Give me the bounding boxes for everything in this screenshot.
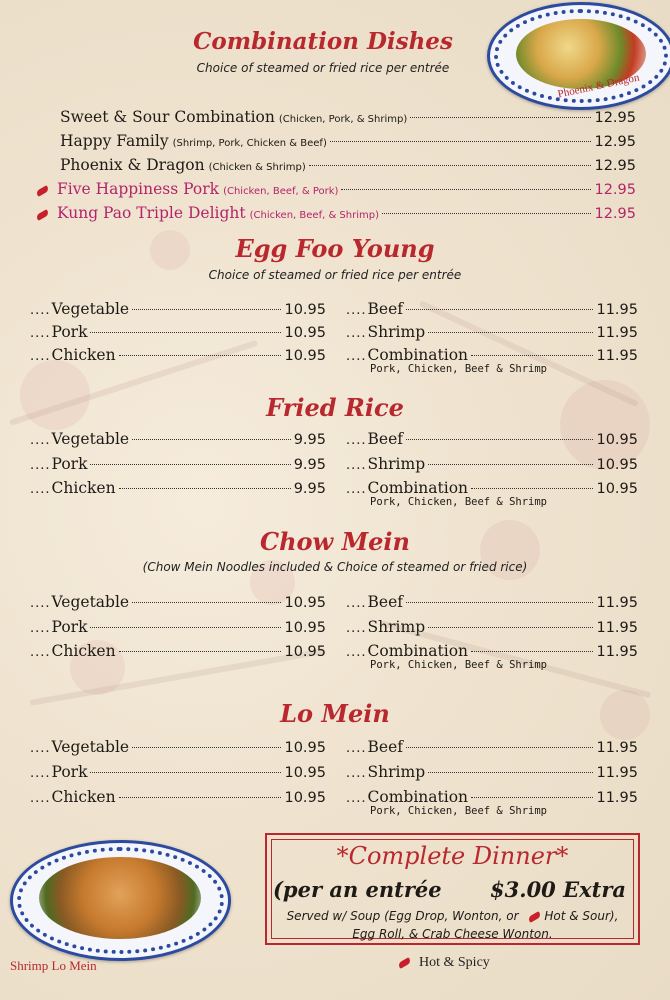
item-name: Combination [367,642,469,660]
dot-leader [90,627,281,628]
item-price: 12.95 [594,206,636,222]
dot-lead: .... [30,349,51,364]
item-price: 10.95 [284,790,326,806]
dot-leader [330,141,592,142]
dot-leader [90,332,281,333]
dot-lead: .... [346,621,367,636]
lo-mein-title: Lo Mein [280,699,390,728]
item-name: Beef [367,593,404,611]
menu-item-row [346,323,638,341]
item-name: Beef [367,300,404,318]
dot-leader [406,747,593,748]
dot-leader [132,309,281,310]
item-name: Vegetable [51,430,130,448]
dot-leader [471,488,593,489]
item-name: Combination [367,346,469,364]
menu-item-row [346,738,638,756]
photo-caption: Shrimp Lo Mein [10,958,97,973]
item-price: 11.95 [596,765,638,781]
item-price: 11.95 [596,348,638,364]
dot-leader [428,772,593,773]
dot-lead: .... [346,645,367,660]
menu-item-row [346,763,638,781]
item-name: Chicken [51,788,116,806]
item-name: Combination [367,788,469,806]
plate-caption: Phoenix & Dragon [556,71,641,101]
dot-lead: .... [30,791,51,806]
item-price: 10.95 [596,481,638,497]
item-name: Shrimp [367,763,426,781]
dot-leader [341,189,591,190]
dot-lead: .... [30,621,51,636]
item-name: Shrimp [367,455,426,473]
item-name: Chicken [51,346,116,364]
dot-leader [119,355,282,356]
menu-item-row [30,430,326,448]
menu-item-row [346,618,638,636]
menu-item-row [30,788,326,806]
item-price: 10.95 [596,457,638,473]
chili-icon [35,185,49,197]
dot-lead: .... [346,741,367,756]
complete-dinner-box [265,833,640,945]
menu-item-row [36,180,636,198]
dot-leader [119,651,282,652]
item-description: (Chicken, Pork, & Shrimp) [278,114,408,125]
combination-description: Pork, Chicken, Beef & Shrimp [370,363,548,375]
chow-mein-subtitle: (Chow Mein Noodles included & Choice of steamed or fried rice) [142,560,528,574]
menu-item-row [30,479,326,497]
served-with-line2: Egg Roll, & Crab Cheese Wonton. [352,927,553,941]
egg-foo-young-subtitle: Choice of steamed or fried rice per entrée [208,268,462,282]
item-description: (Chicken, Beef, & Shrimp) [249,210,379,221]
dot-lead: .... [346,766,367,781]
item-price: 10.95 [284,348,326,364]
dot-leader [132,439,291,440]
menu-item-row [30,323,326,341]
item-price: 11.95 [596,325,638,341]
dot-leader [428,332,593,333]
chili-icon [528,911,542,923]
item-name: Vegetable [51,738,130,756]
dot-leader [428,627,593,628]
item-name: Pork [51,323,88,341]
item-name: Combination [367,479,469,497]
item-name: Pork [51,455,88,473]
hot-spicy-legend [398,955,490,971]
item-name: Shrimp [367,618,426,636]
item-price: 10.95 [284,740,326,756]
dot-leader [406,309,593,310]
dot-leader [132,747,281,748]
served-text: Served w/ Soup (Egg Drop, Wonton, or [286,909,519,923]
chow-mein-title: Chow Mein [260,527,410,556]
dot-lead: .... [346,433,367,448]
menu-item-row [30,618,326,636]
menu-item-row [60,156,636,174]
item-name: Beef [367,430,404,448]
menu-item-row [60,132,636,150]
menu-item-row [346,346,638,364]
dot-leader [309,165,592,166]
dot-lead: .... [346,596,367,611]
dot-lead: .... [30,596,51,611]
item-price: 10.95 [284,765,326,781]
dot-lead: .... [30,326,51,341]
combination-description: Pork, Chicken, Beef & Shrimp [370,659,548,671]
item-price: 10.95 [284,302,326,318]
combination-description: Pork, Chicken, Beef & Shrimp [370,805,548,817]
egg-foo-young-title: Egg Foo Young [235,234,435,263]
dot-lead: .... [30,482,51,497]
served-with-line1 [267,909,638,923]
item-price: 10.95 [284,595,326,611]
menu-item-row [30,346,326,364]
item-name: Kung Pao Triple Delight [57,204,246,222]
menu-item-row [346,430,638,448]
menu-item-row [30,455,326,473]
item-name: Sweet & Sour Combination [60,108,275,126]
dot-leader [471,651,593,652]
item-price: 10.95 [596,432,638,448]
dot-leader [471,355,593,356]
per-entree-text: (per an entrée [273,877,442,902]
dot-lead: .... [30,645,51,660]
dot-lead: .... [346,458,367,473]
item-price: 12.95 [594,134,636,150]
item-price: 11.95 [596,740,638,756]
item-price: 11.95 [596,595,638,611]
item-price: 11.95 [596,620,638,636]
dot-lead: .... [30,303,51,318]
item-price: 11.95 [596,644,638,660]
item-price: 12.95 [594,158,636,174]
dot-leader [90,464,290,465]
menu-item-row [346,479,638,497]
item-price: 12.95 [594,182,636,198]
item-name: Chicken [51,479,116,497]
dot-leader [471,797,593,798]
item-name: Pork [51,763,88,781]
item-price: 10.95 [284,325,326,341]
dot-leader [406,439,593,440]
dot-lead: .... [346,349,367,364]
item-price: 11.95 [596,302,638,318]
combination-description: Pork, Chicken, Beef & Shrimp [370,496,548,508]
item-name: Beef [367,738,404,756]
item-price: 10.95 [284,644,326,660]
dot-leader [406,602,593,603]
dot-lead: .... [30,766,51,781]
extra-price: $3.00 Extra [490,877,626,902]
item-description: (Chicken & Shrimp) [208,162,306,173]
item-name: Chicken [51,642,116,660]
menu-item-row [60,108,636,126]
fried-rice-title: Fried Rice [266,393,404,422]
dot-leader [119,488,291,489]
menu-item-row [346,642,638,660]
item-price: 9.95 [293,432,326,448]
menu-item-row [30,593,326,611]
shrimp-lo-mein-plate-photo [10,840,231,961]
dot-leader [410,117,591,118]
chili-icon [35,209,49,221]
menu-item-row [346,455,638,473]
item-price: 10.95 [284,620,326,636]
dot-lead: .... [346,482,367,497]
combination-dishes-title: Combination Dishes [193,28,453,55]
chili-icon [397,957,411,969]
item-description: (Shrimp, Pork, Chicken & Beef) [172,138,327,149]
menu-item-row [30,300,326,318]
item-price: 12.95 [594,110,636,126]
item-name: Vegetable [51,593,130,611]
item-name: Five Happiness Pork [57,180,220,198]
item-name: Vegetable [51,300,130,318]
menu-item-row [36,204,636,222]
combination-subtitle: Choice of steamed or fried rice per entrée [196,61,450,75]
dot-leader [382,213,591,214]
dot-leader [119,797,282,798]
hot-spicy-label: Hot & Spicy [419,955,490,970]
complete-dinner-title: *Complete Dinner* [336,842,569,870]
dot-leader [132,602,281,603]
menu-item-row [346,300,638,318]
dot-lead: .... [30,741,51,756]
dot-lead: .... [346,791,367,806]
menu-item-row [30,642,326,660]
hot-sour-text: Hot & Sour), [544,909,619,923]
item-name: Happy Family [60,132,169,150]
item-price: 9.95 [293,457,326,473]
item-description: (Chicken, Beef, & Pork) [223,186,339,197]
dot-lead: .... [30,433,51,448]
item-name: Pork [51,618,88,636]
menu-item-row [30,763,326,781]
menu-item-row [30,738,326,756]
dot-lead: .... [30,458,51,473]
dot-leader [428,464,593,465]
item-name: Phoenix & Dragon [60,156,205,174]
item-name: Shrimp [367,323,426,341]
dot-lead: .... [346,326,367,341]
item-price: 9.95 [293,481,326,497]
menu-item-row [346,593,638,611]
item-price: 11.95 [596,790,638,806]
menu-item-row [346,788,638,806]
dot-lead: .... [346,303,367,318]
dot-leader [90,772,281,773]
